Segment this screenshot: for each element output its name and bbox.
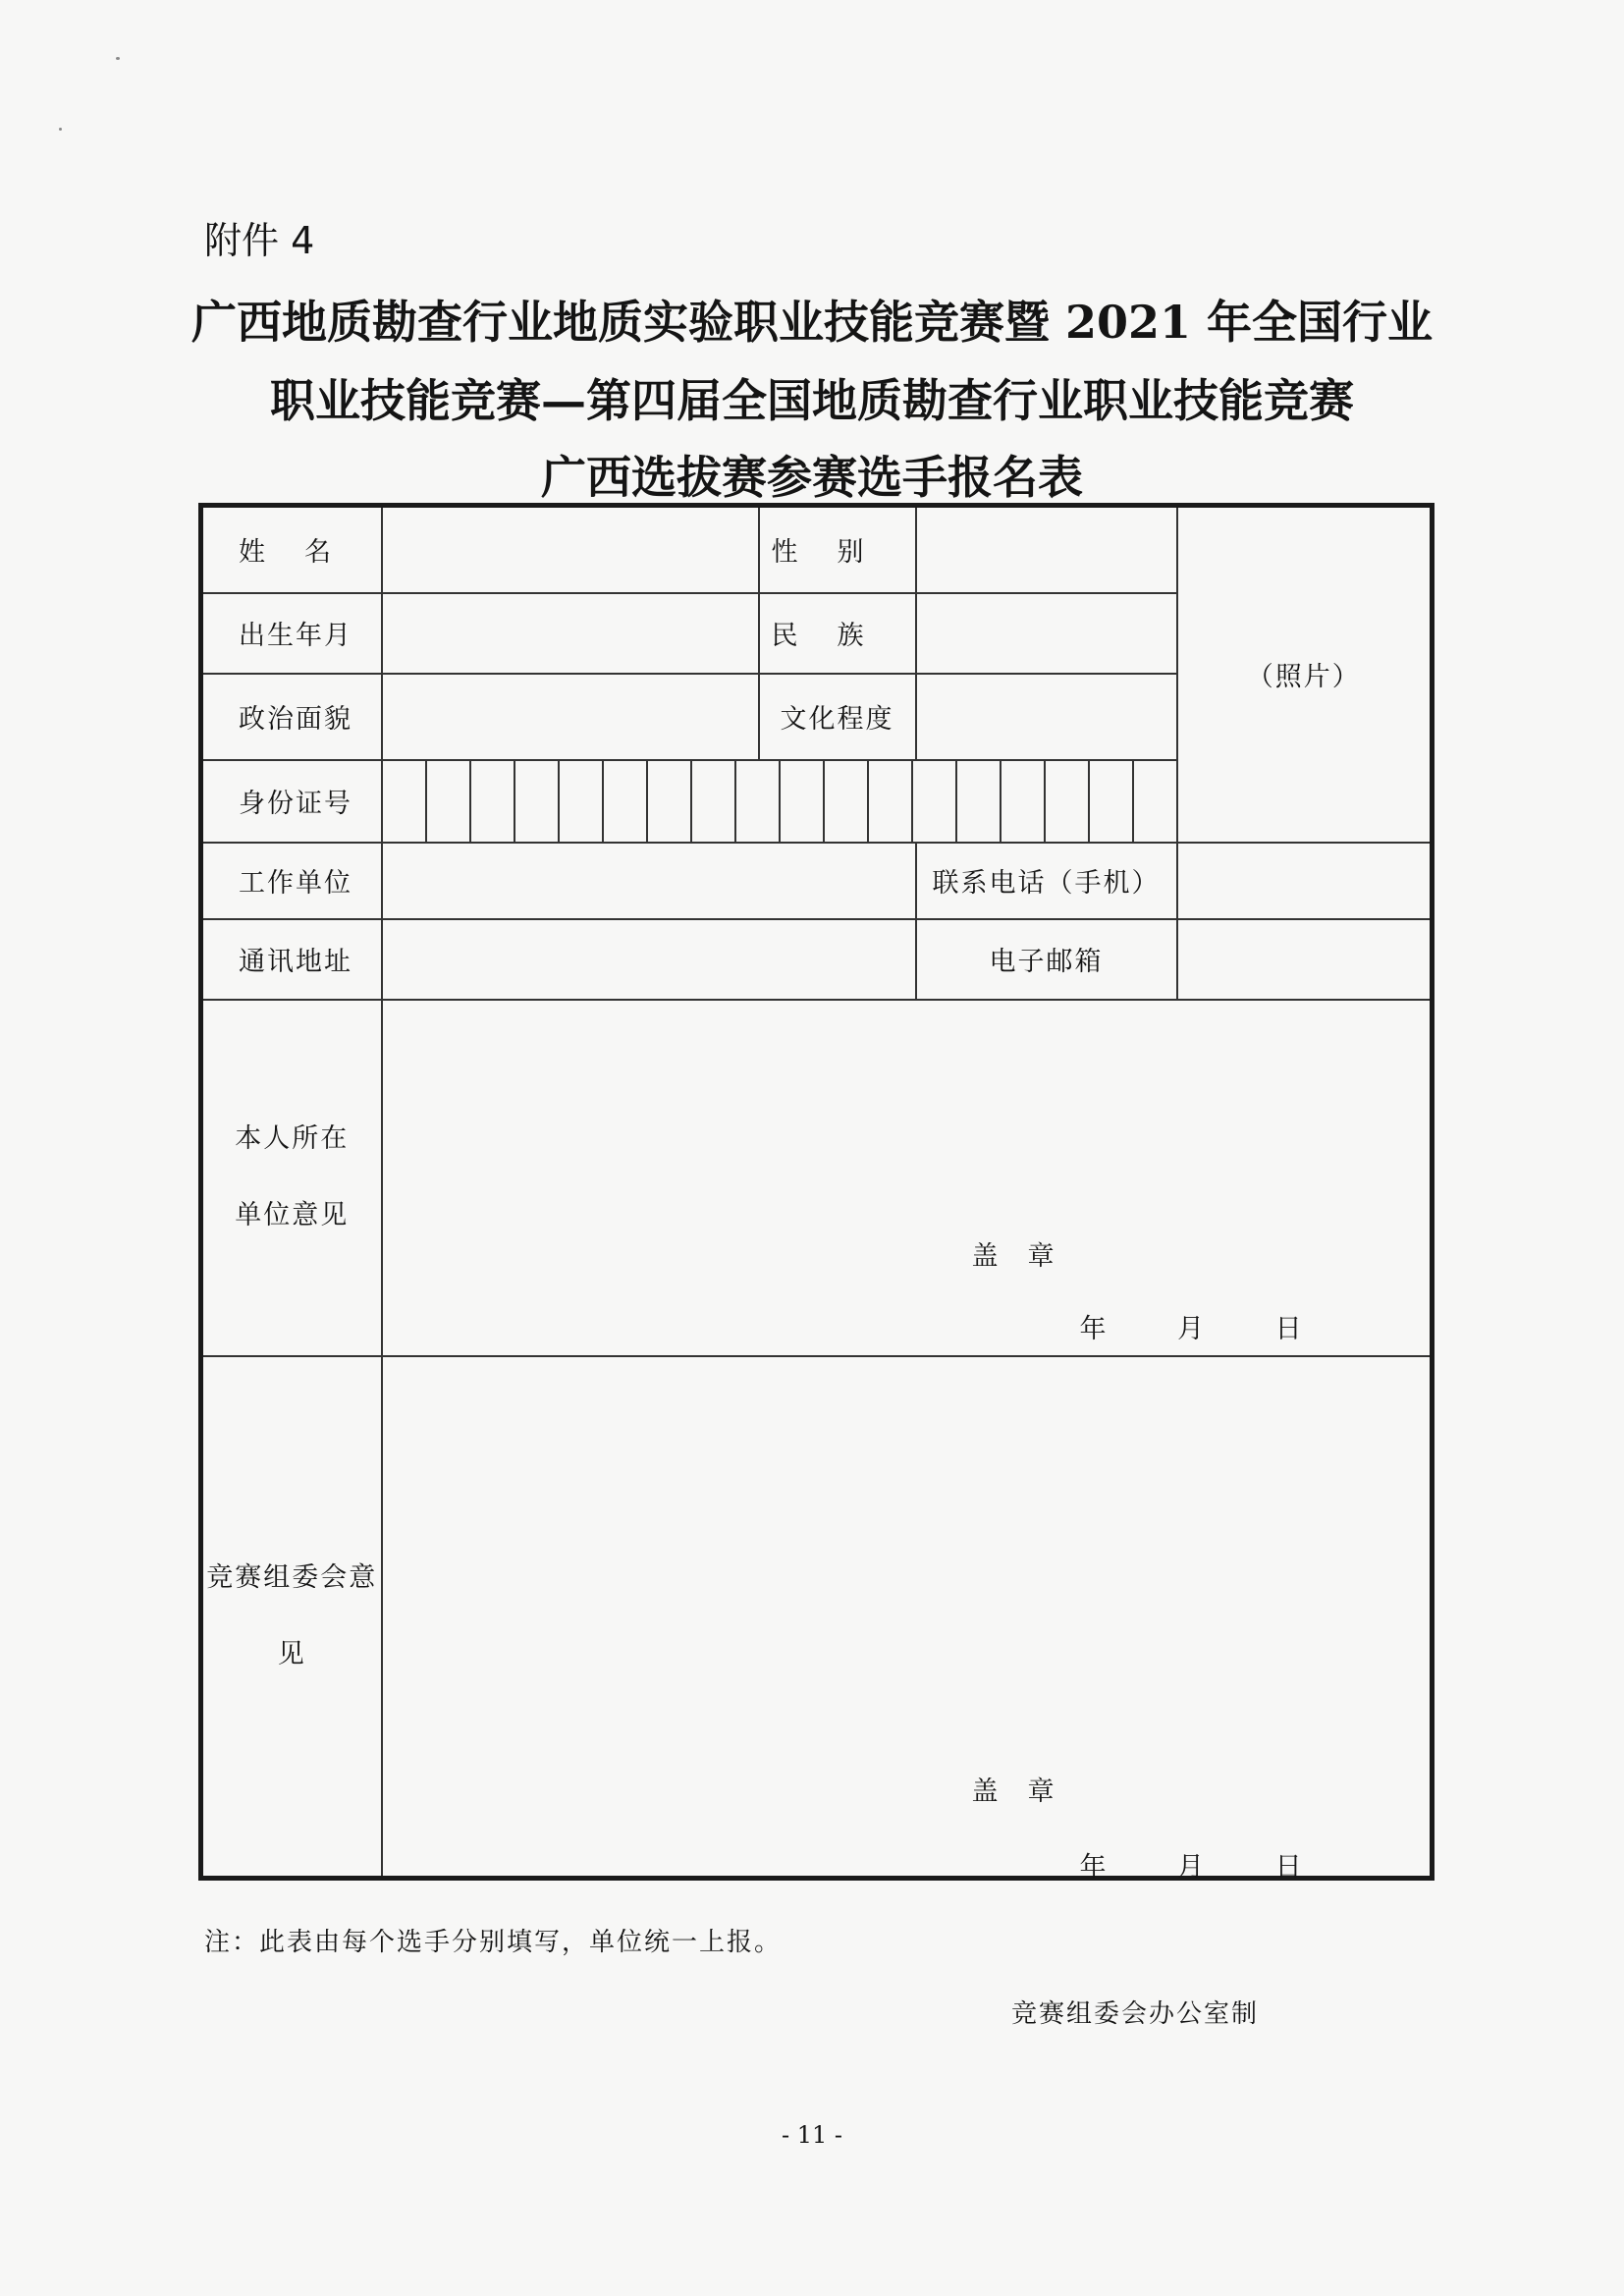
unit-opinion-label-line-1: 本人所在 — [235, 1123, 350, 1154]
form-title-line-2: 职业技能竞赛—第四届全国地质勘查行业职业技能竞赛 — [270, 374, 1354, 427]
political-status-label: 政治面貌 — [201, 674, 382, 760]
name-label: 姓名 — [201, 506, 382, 593]
form-title-line-3: 广西选拔赛参赛选手报名表 — [541, 451, 1083, 504]
id-digit-cell[interactable] — [602, 761, 646, 842]
id-digit-cell[interactable] — [383, 761, 425, 842]
phone-label: 联系电话（手机） — [916, 843, 1177, 919]
unit-opinion-label — [201, 1000, 382, 1356]
committee-opinion-label-line-2: 见 — [277, 1638, 306, 1669]
unit-date-label: 年 月 日 — [1079, 1313, 1304, 1344]
phone-field[interactable] — [1177, 843, 1433, 919]
registration-form-table — [198, 503, 1435, 1881]
gender-field[interactable] — [916, 506, 1177, 593]
committee-seal-label: 盖章 — [971, 1776, 1084, 1807]
committee-opinion-field[interactable] — [382, 1356, 1433, 1883]
id-digit-cell[interactable] — [955, 761, 1000, 842]
political-status-field[interactable] — [382, 674, 759, 760]
footnote: 注：此表由每个选手分别填写，单位统一上报。 — [204, 1928, 783, 1957]
scan-speck — [116, 57, 120, 60]
id-digit-cell[interactable] — [690, 761, 734, 842]
id-number-label: 身份证号 — [201, 760, 382, 843]
id-digit-cell[interactable] — [911, 761, 955, 842]
id-number-field[interactable] — [382, 760, 1177, 843]
education-label: 文化程度 — [759, 674, 916, 760]
employer-field[interactable] — [382, 843, 916, 919]
id-digit-cell[interactable] — [779, 761, 823, 842]
employer-label: 工作单位 — [201, 843, 382, 919]
id-digit-cell[interactable] — [734, 761, 779, 842]
name-field[interactable] — [382, 506, 759, 593]
committee-date-label: 年 月 日 — [1079, 1851, 1304, 1883]
committee-opinion-label-line-1: 竞赛组委会意 — [206, 1561, 378, 1593]
id-digit-cell[interactable] — [1044, 761, 1088, 842]
form-title-line-1: 广西地质勘查行业地质实验职业技能竞赛暨 2021 年全国行业 — [190, 296, 1434, 349]
birth-label: 出生年月 — [201, 593, 382, 674]
issuer-line: 竞赛组委会办公室制 — [1011, 1999, 1260, 2029]
committee-opinion-label — [201, 1356, 382, 1879]
attachment-label: 附件 4 — [204, 219, 315, 262]
id-number-grid — [383, 761, 1176, 842]
id-digit-cell[interactable] — [646, 761, 690, 842]
photo-label: （照片） — [1246, 662, 1361, 693]
unit-opinion-field[interactable] — [382, 1000, 1433, 1356]
unit-seal-label: 盖章 — [971, 1240, 1084, 1272]
address-label: 通讯地址 — [201, 919, 382, 1000]
ethnicity-label: 民族 — [759, 593, 916, 674]
id-digit-cell[interactable] — [514, 761, 558, 842]
id-digit-cell[interactable] — [1000, 761, 1044, 842]
id-digit-cell[interactable] — [1088, 761, 1132, 842]
id-digit-cell[interactable] — [1132, 761, 1176, 842]
id-digit-cell[interactable] — [823, 761, 867, 842]
page-number: - 11 - — [781, 2121, 842, 2149]
id-digit-cell[interactable] — [867, 761, 911, 842]
email-label: 电子邮箱 — [916, 919, 1177, 1000]
id-digit-cell[interactable] — [425, 761, 469, 842]
birth-field[interactable] — [382, 593, 759, 674]
photo-box[interactable] — [1177, 506, 1433, 843]
address-field[interactable] — [382, 919, 916, 1000]
scan-speck — [59, 128, 62, 131]
unit-opinion-label-line-2: 单位意见 — [235, 1200, 350, 1230]
ethnicity-field[interactable] — [916, 593, 1177, 674]
gender-label: 性别 — [759, 506, 916, 593]
email-field[interactable] — [1177, 919, 1433, 1000]
id-digit-cell[interactable] — [558, 761, 602, 842]
education-field[interactable] — [916, 674, 1177, 760]
id-digit-cell[interactable] — [469, 761, 514, 842]
